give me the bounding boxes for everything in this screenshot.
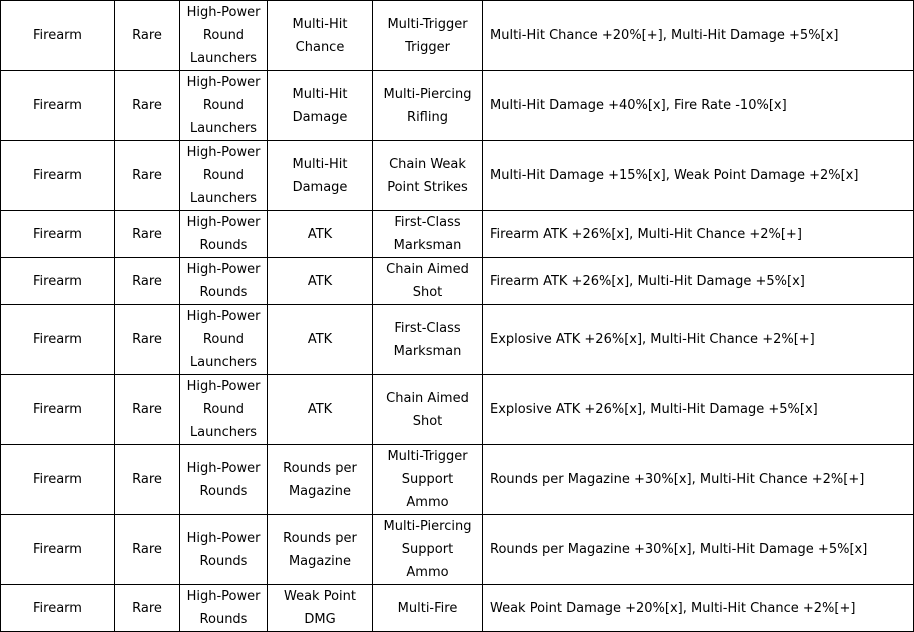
cell-effect: Weak Point Damage +20%[x], Multi-Hit Chance +2%[+] [483,585,914,632]
cell-effect: Multi-Hit Chance +20%[+], Multi-Hit Damage +5%[x] [483,1,914,71]
cell-type: Firearm [1,445,115,515]
cell-name: First-Class Marksman [373,305,483,375]
cell-name: Multi-Trigger Support Ammo [373,445,483,515]
table-row [1,305,914,375]
cell-name: First-Class Marksman [373,211,483,258]
cell-name: Chain Aimed Shot [373,375,483,445]
cell-ammo: High-Power Round Launchers [180,141,268,211]
cell-effect: Multi-Hit Damage +15%[x], Weak Point Damage +2%[x] [483,141,914,211]
cell-ammo: High-Power Rounds [180,515,268,585]
cell-rarity: Rare [115,71,180,141]
table-row [1,445,914,515]
cell-rarity: Rare [115,515,180,585]
cell-effect: Multi-Hit Damage +40%[x], Fire Rate -10%[x] [483,71,914,141]
cell-effect: Rounds per Magazine +30%[x], Multi-Hit Chance +2%[+] [483,445,914,515]
cell-rarity: Rare [115,211,180,258]
cell-name: Chain Aimed Shot [373,258,483,305]
cell-stat: Multi-Hit Damage [268,141,373,211]
cell-ammo: High-Power Rounds [180,258,268,305]
cell-stat: ATK [268,211,373,258]
cell-type: Firearm [1,71,115,141]
table-row [1,375,914,445]
cell-rarity: Rare [115,445,180,515]
cell-effect: Explosive ATK +26%[x], Multi-Hit Damage +5%[x] [483,375,914,445]
cell-ammo: High-Power Round Launchers [180,305,268,375]
cell-ammo: High-Power Rounds [180,445,268,515]
cell-ammo: High-Power Rounds [180,585,268,632]
cell-rarity: Rare [115,375,180,445]
table-row [1,211,914,258]
cell-name: Chain Weak Point Strikes [373,141,483,211]
cell-stat: ATK [268,375,373,445]
cell-rarity: Rare [115,1,180,71]
cell-name: Multi-Piercing Support Ammo [373,515,483,585]
cell-effect: Firearm ATK +26%[x], Multi-Hit Chance +2%[+] [483,211,914,258]
cell-type: Firearm [1,305,115,375]
cell-type: Firearm [1,141,115,211]
cell-ammo: High-Power Round Launchers [180,1,268,71]
cell-type: Firearm [1,211,115,258]
cell-type: Firearm [1,515,115,585]
table-row [1,71,914,141]
cell-type: Firearm [1,258,115,305]
cell-stat: Multi-Hit Chance [268,1,373,71]
cell-stat: Weak Point DMG [268,585,373,632]
cell-rarity: Rare [115,141,180,211]
cell-effect: Rounds per Magazine +30%[x], Multi-Hit Damage +5%[x] [483,515,914,585]
cell-rarity: Rare [115,585,180,632]
cell-effect: Firearm ATK +26%[x], Multi-Hit Damage +5%[x] [483,258,914,305]
cell-stat: Multi-Hit Damage [268,71,373,141]
cell-ammo: High-Power Rounds [180,211,268,258]
table-row [1,141,914,211]
cell-type: Firearm [1,585,115,632]
cell-name: Multi-Trigger Trigger [373,1,483,71]
table-row [1,258,914,305]
cell-stat: Rounds per Magazine [268,515,373,585]
cell-ammo: High-Power Round Launchers [180,71,268,141]
cell-rarity: Rare [115,305,180,375]
cell-type: Firearm [1,1,115,71]
cell-ammo: High-Power Round Launchers [180,375,268,445]
cell-name: Multi-Fire [373,585,483,632]
cell-type: Firearm [1,375,115,445]
cell-name: Multi-Piercing Rifling [373,71,483,141]
cell-effect: Explosive ATK +26%[x], Multi-Hit Chance +2%[+] [483,305,914,375]
cell-stat: Rounds per Magazine [268,445,373,515]
table-row [1,515,914,585]
table-row [1,585,914,632]
cell-stat: ATK [268,258,373,305]
cell-stat: ATK [268,305,373,375]
table-row [1,1,914,71]
cell-rarity: Rare [115,258,180,305]
